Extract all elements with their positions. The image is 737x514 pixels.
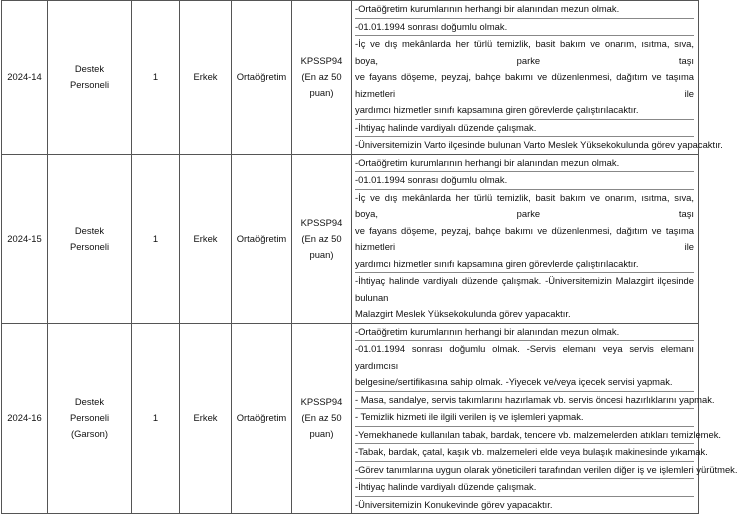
requirement-line: -01.01.1994 sonrası doğumlu olmak. <box>355 19 694 37</box>
position-code: 2024-15 <box>2 154 48 323</box>
requirement-line: - Temizlik hizmeti ile ilgili verilen iş ve işlemleri yapmak. <box>355 409 694 427</box>
requirement-line: -Ortaöğretim kurumlarının herhangi bir alanından mezun olmak. <box>355 155 694 173</box>
position-count: 1 <box>132 1 180 155</box>
score-type: KPSSP94 (En az 50 puan) <box>292 154 352 323</box>
position-title: Destek Personeli <box>48 154 132 323</box>
position-code: 2024-14 <box>2 1 48 155</box>
requirement-line: -Yemekhanede kullanılan tabak, bardak, tencere vb. malzemelerden atıkları temizlemek. <box>355 427 694 445</box>
table-row <box>2 323 699 514</box>
requirement-line: -Üniversitemizin Varto ilçesinde bulunan Varto Meslek Yüksekokulunda görev yapacaktır. <box>355 139 723 150</box>
education-level: Ortaöğretim <box>232 1 292 155</box>
requirement-line: -01.01.1994 sonrası doğumlu olmak. <box>355 172 694 190</box>
requirement-line: yardımcı hizmetler sınıfı kapsamına giren görevlerde çalıştırılacaktır. <box>355 102 694 120</box>
gender: Erkek <box>180 154 232 323</box>
requirement-line: -İhtiyaç halinde vardiyalı düzende çalışmak. <box>355 479 694 497</box>
gender: Erkek <box>180 323 232 514</box>
requirement-line: -İç ve dış mekânlarda her türlü temizlik, basit bakım ve onarım, ısıtma, sıva, boya, parke taşı <box>355 38 694 66</box>
education-level: Ortaöğretim <box>232 323 292 514</box>
requirements <box>352 1 723 155</box>
table-row <box>2 1 699 155</box>
requirement-line: -İhtiyaç halinde vardiyalı düzende çalışmak. <box>355 120 694 138</box>
requirement-line: -Görev tanımlarına uygun olarak yöneticileri tarafından verilen diğer iş ve işlemleri yürütmek. <box>355 462 694 480</box>
requirement-line: -Ortaöğretim kurumlarının herhangi bir alanından mezun olmak. <box>355 1 694 19</box>
requirement-line: Malazgirt Meslek Yüksekokulunda görev yapacaktır. <box>355 308 571 319</box>
score-type: KPSSP94 (En az 50 puan) <box>292 1 352 155</box>
requirement-line: ve fayans döşeme, peyzaj, bahçe bakımı ve düzenlenmesi, dağıtım ve taşıma hizmetleri ile <box>355 71 694 99</box>
requirement-line: -İç ve dış mekânlarda her türlü temizlik, basit bakım ve onarım, ısıtma, sıva, boya, parke taşı <box>355 191 694 219</box>
position-count: 1 <box>132 323 180 514</box>
table-row <box>2 154 699 323</box>
requirement-line: ve fayans döşeme, peyzaj, bahçe bakımı ve düzenlenmesi, dağıtım ve taşıma hizmetleri ile <box>355 224 694 252</box>
requirement-line: yardımcı hizmetler sınıfı kapsamına giren görevlerde çalıştırılacaktır. <box>355 256 694 274</box>
education-level: Ortaöğretim <box>232 154 292 323</box>
score-type: KPSSP94 (En az 50 puan) <box>292 323 352 514</box>
requirement-line: belgesine/sertifikasına sahip olmak. -Yiyecek ve/veya içecek servisi yapmak. <box>355 374 694 392</box>
requirements <box>352 154 699 323</box>
position-title: Destek Personeli (Garson) <box>48 323 132 514</box>
requirement-line: -01.01.1994 sonrası doğumlu olmak. -Servis elemanı veya servis elemanı yardımcısı <box>355 343 694 371</box>
requirement-line: -Üniversitemizin Konukevinde görev yapacaktır. <box>355 498 553 510</box>
requirement-line: - Masa, sandalye, servis takımlarını hazırlamak vb. servis öncesi hazırlıklarını yapmak. <box>355 392 694 410</box>
position-code: 2024-16 <box>2 323 48 514</box>
requirement-line: -Ortaöğretim kurumlarının herhangi bir alanından mezun olmak. <box>355 324 694 342</box>
position-title: Destek Personeli <box>48 1 132 155</box>
requirement-line: -Tabak, bardak, çatal, kaşık vb. malzemeleri elde veya bulaşık makinesinde yıkamak. <box>355 444 694 462</box>
job-listing-table <box>1 0 737 514</box>
requirement-line: -İhtiyaç halinde vardiyalı düzende çalışmak. -Üniversitemizin Malazgirt ilçesinde bulunan <box>355 275 694 303</box>
position-count: 1 <box>132 154 180 323</box>
gender: Erkek <box>180 1 232 155</box>
requirements <box>352 323 737 514</box>
